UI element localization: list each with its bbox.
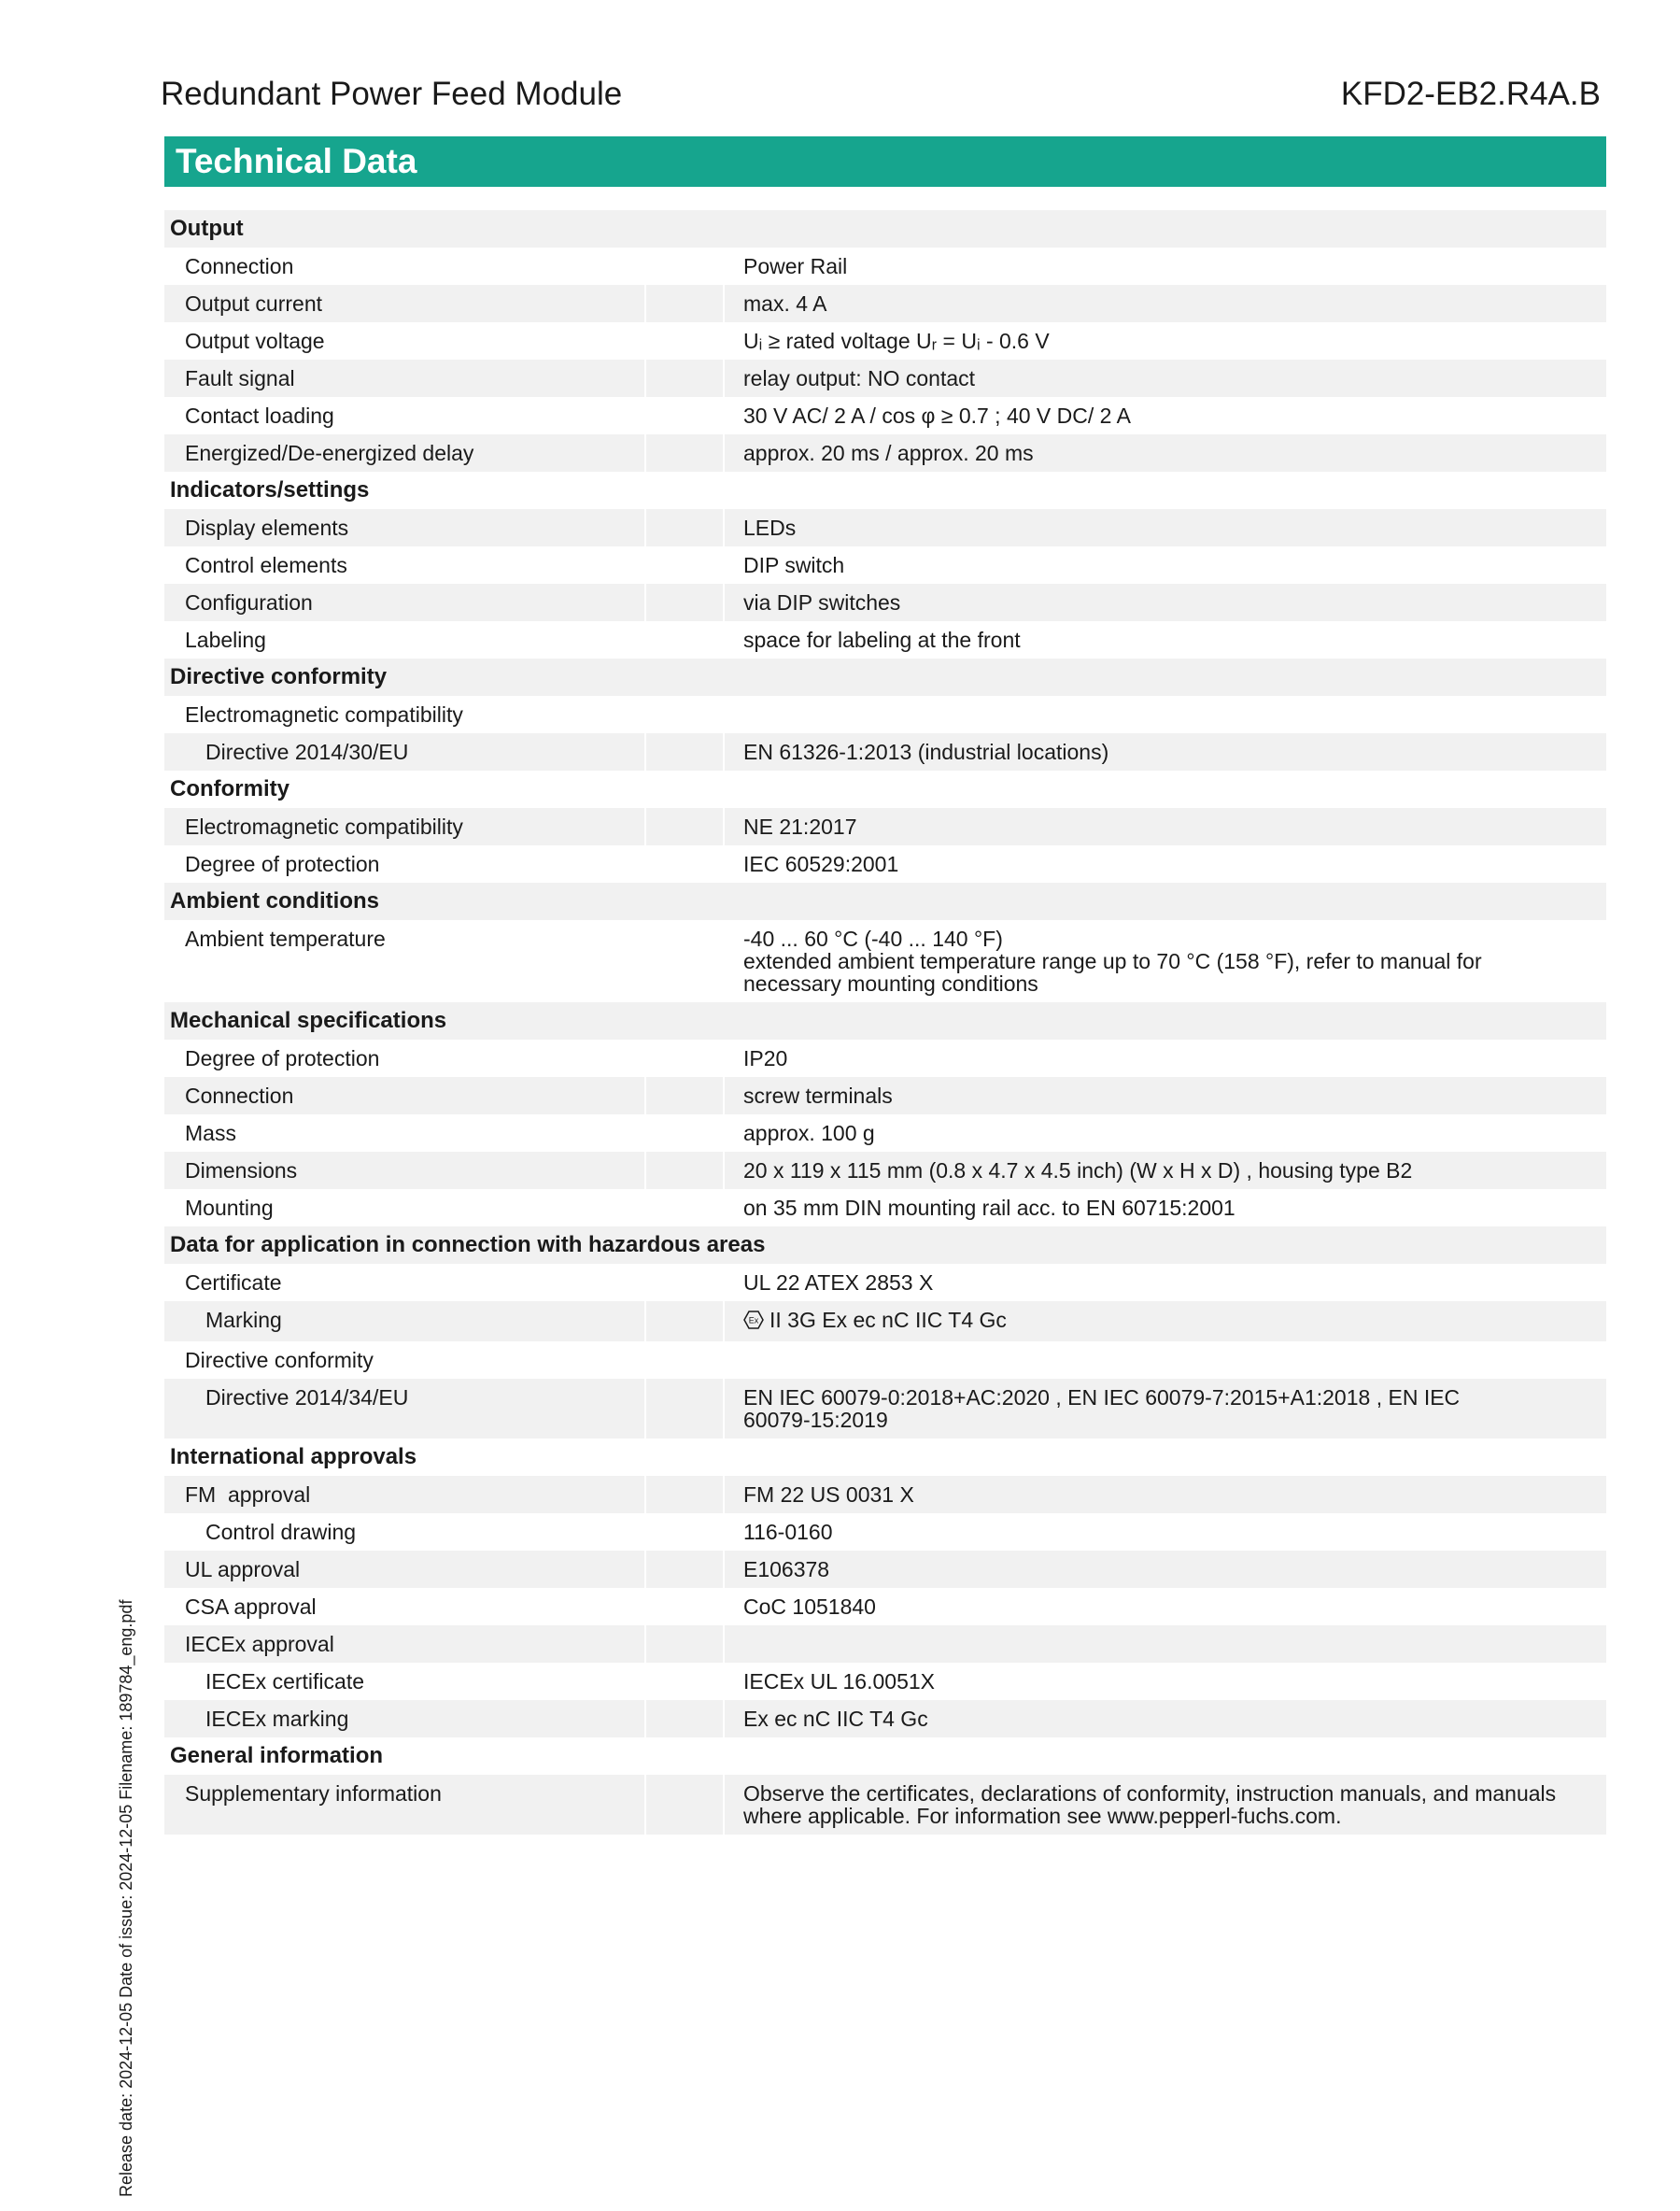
section-header-mechanical: Mechanical specifications [164,1002,1606,1040]
table-row: Fault signal relay output: NO contact [164,360,1606,397]
table-row: Electromagnetic compatibility [164,696,1606,733]
table-row: FM approval FM 22 US 0031 X [164,1476,1606,1513]
section-banner: Technical Data [164,136,1606,187]
table-row: IECEx marking Ex ec nC IIC T4 Gc [164,1700,1606,1737]
table-row: Mass approx. 100 g [164,1114,1606,1152]
section-header-general: General information [170,1743,384,1768]
table-row: Directive 2014/34/EU EN IEC 60079-0:2018+AC:2020 , EN IEC 60079-7:2015+A1:2018 , EN IEC 60079-15:2019 [164,1379,1606,1439]
table-row: UL approval E106378 [164,1551,1606,1588]
table-row: Output current max. 4 A [164,285,1606,322]
table-row: Display elements LEDs [164,509,1606,546]
table-row: Connection screw terminals [164,1077,1606,1114]
table-row: IECEx certificate IECEx UL 16.0051X [164,1663,1606,1700]
table-row: Configuration via DIP switches [164,584,1606,621]
table-row: Control drawing 116-0160 [164,1513,1606,1551]
page-header [161,73,1601,116]
section-header-directive: Directive conformity [164,659,1606,696]
table-row: Labeling space for labeling at the front [164,621,1606,659]
table-row: Marking Ex II 3G Ex ec nC IIC T4 Gc [164,1301,1606,1341]
section-header-output: Output [164,210,1606,248]
table-row: Mounting on 35 mm DIN mounting rail acc. to EN 60715:2001 [164,1189,1606,1226]
table-row: Degree of protection IEC 60529:2001 [164,845,1606,883]
table-row: Dimensions 20 x 119 x 115 mm (0.8 x 4.7 x 4.5 inch) (W x H x D) , housing type B2 [164,1152,1606,1189]
table-row: Degree of protection IP20 [164,1040,1606,1077]
table-row: Directive conformity [164,1341,1606,1379]
table-row: Ambient temperature -40 ... 60 °C (-40 ... 140 °F) extended ambient temperature range up to 70 °C (158 °F), refer to manual for necessary mounting conditions [164,920,1606,1002]
ex-hexagon-icon [743,1310,764,1330]
section-header-conformity: Conformity [170,776,289,801]
section-header-hazardous: Data for application in connection with hazardous areas [164,1226,1606,1264]
table-row: Electromagnetic compatibility NE 21:2017 [164,808,1606,845]
model-number: KFD2-EB2.R4A.B [1340,76,1601,112]
table-row: Directive 2014/30/EU EN 61326-1:2013 (industrial locations) [164,733,1606,771]
table-row: Control elements DIP switch [164,546,1606,584]
technical-data-table [164,210,1606,1835]
table-row: Connection Power Rail [164,248,1606,285]
table-row: CSA approval CoC 1051840 [164,1588,1606,1625]
table-row: IECEx approval [164,1625,1606,1663]
section-header-international: International approvals [170,1444,417,1469]
table-row: Energized/De-energized delay approx. 20 ms / approx. 20 ms [164,434,1606,472]
section-header-indicators: Indicators/settings [170,477,370,503]
table-row: Certificate UL 22 ATEX 2853 X [164,1264,1606,1301]
svg-text:Ex: Ex [748,1315,759,1325]
table-row: Contact loading 30 V AC/ 2 A / cos φ ≥ 0.7 ; 40 V DC/ 2 A [164,397,1606,434]
document-title: Redundant Power Feed Module [161,76,623,112]
table-row: Supplementary information Observe the certificates, declarations of conformity, instruction manuals, and manuals where applicable. For information see www.pepperl-fuchs.com. [164,1775,1606,1835]
table-row: Output voltage Uᵢ ≥ rated voltage Uᵣ = Uᵢ - 0.6 V [164,322,1606,360]
release-info: Release date: 2024-12-05 Date of issue: 2024-12-05 Filename: 189784_eng.pdf [117,1599,135,2197]
section-header-ambient: Ambient conditions [164,883,1606,920]
